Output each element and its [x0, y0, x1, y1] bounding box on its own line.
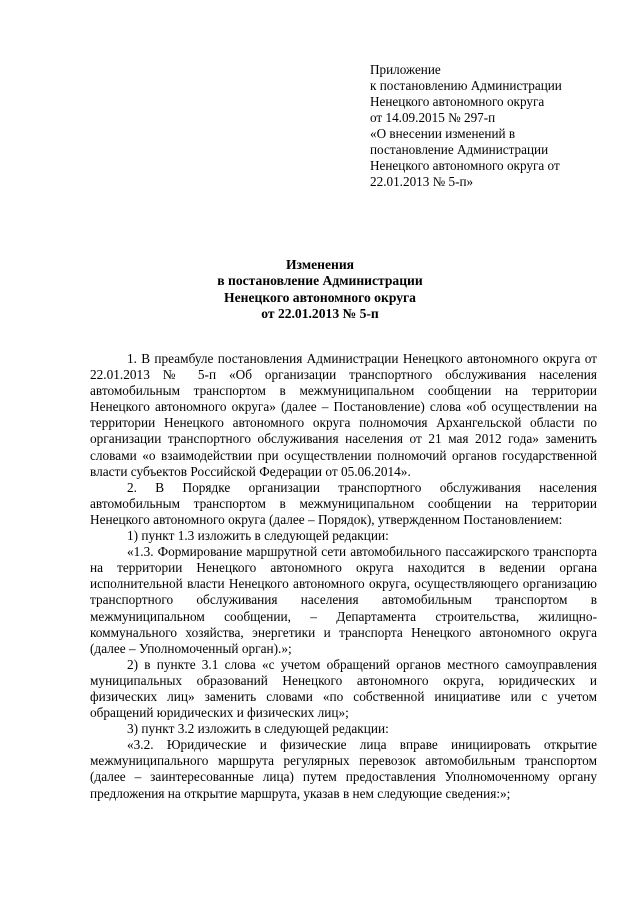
paragraph-2-item-3: 3) пункт 3.2 изложить в следующей редакции:	[127, 721, 389, 737]
appendix-line: Ненецкого автономного округа	[370, 94, 545, 109]
appendix-line: Ненецкого автономного округа от	[370, 158, 560, 173]
title-line: в постановление Администрации	[217, 273, 423, 289]
appendix-line: постановление Администрации	[370, 142, 549, 157]
document-body	[90, 351, 597, 802]
appendix-line: к постановлению Администрации	[370, 78, 562, 93]
paragraph-2: 2. В Порядке организации транспортного обслуживания населения автомобильным транспортом в межмуниципальном сообщении на территории Ненецкого автономного округа (далее – Порядок), утвержденном Постановлением:	[90, 479, 597, 527]
appendix-line: Приложение	[370, 62, 441, 77]
paragraph-2-item-2: 2) в пункте 3.1 слова «с учетом обращений органов местного самоуправления муниципальных образований Ненецкого автономного округа, юридических и физических лиц» заменить словами «по собственной инициативе или с учетом обращений юридических и физических лиц»;	[90, 656, 597, 721]
appendix-line: «О внесении изменений в	[370, 126, 516, 141]
paragraph-2-item-1: 1) пункт 1.3 изложить в следующей редакции:	[127, 528, 389, 544]
appendix-block	[370, 62, 620, 190]
title-line: Изменения	[285, 257, 355, 272]
appendix-line: 22.01.2013 № 5-п»	[370, 174, 474, 189]
document-title	[0, 257, 640, 323]
paragraph-1-3-text: «1.3. Формирование маршрутной сети автомобильного пассажирского транспорта на территории Ненецкого автономного округа находится в ведении органа исполнительной власти Ненецкого автономного округа, осуществляющего организацию транспортного обслуживания населения автомобильным транспортом в межмуниципальном сообщении, – Департамента строительства, жилищно-коммунального хозяйства, энергетики и транспорта Ненецкого автономного округа (далее – Уполномоченный орган).»;	[90, 544, 597, 656]
title-line: Ненецкого автономного округа	[224, 289, 416, 305]
paragraph-3-2-text: «3.2. Юридические и физические лица вправе инициировать открытие межмуниципального маршрута регулярных перевозок автомобильным транспортом (далее – заинтересованные лица) путем предоставления Уполномоченному органу предложения на открытие маршрута, указав в нем следующие сведения:»;	[90, 737, 597, 801]
appendix-line: от 14.09.2015 № 297-п	[370, 110, 496, 125]
title-line: от 22.01.2013 № 5-п	[261, 306, 379, 322]
paragraph-1: 1. В преамбуле постановления Администрации Ненецкого автономного округа от 22.01.2013 № 5-п «Об организации транспортного обслуживания населения автомобильным транспортом в межмуниципальном сообщении на территории Ненецкого автономного округа» (далее – Постановление) слова «об осуществлении на территории Ненецкого автономного округа полномочия Архангельской области по организации транспортного обслуживания населения от 21 мая 2012 года» заменить словами «о взаимодействии при осуществлении полномочий органов государственной власти субъектов Российской Федерации от 05.06.2014».	[90, 351, 597, 479]
